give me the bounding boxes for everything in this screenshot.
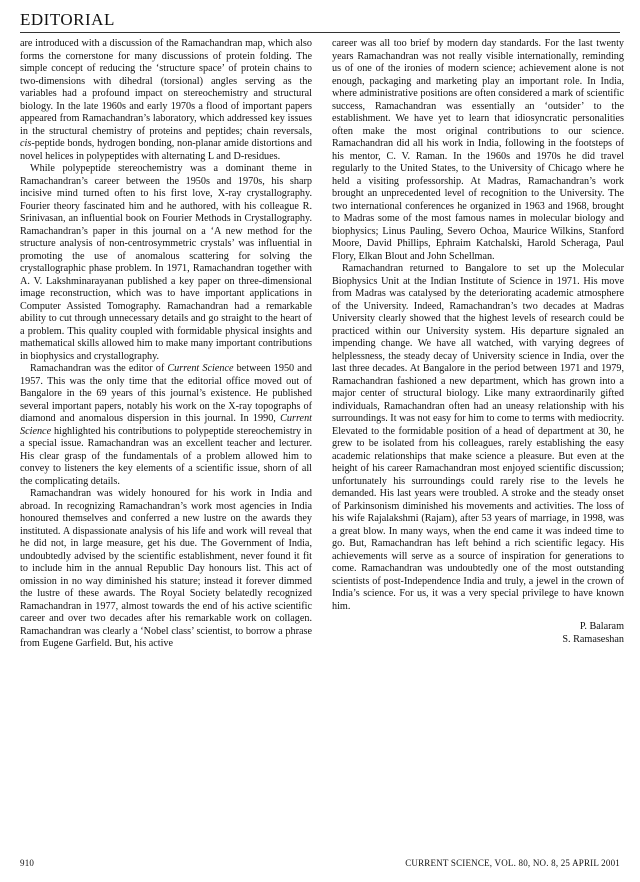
- author-name: P. Balaram: [579, 621, 624, 632]
- journal-citation: CURRENT SCIENCE, VOL. 80, NO. 8, 25 APRIL 2001: [405, 858, 620, 868]
- page-number: 910: [20, 858, 35, 868]
- paragraph: Ramachandran was the editor of Current Science between 1950 and 1957. This was the only time that the editorial office moved out of Bangalore in the 69 years of this journal’s existence. He published several important papers, notably his work on the X-ray topographs of diamond and anomalous dispersion in this journal. In 1990, Current Science highlighted his contributions to polypeptide stereochemistry in a special issue. Ramachandran was an excellent teacher and lecturer. His clear grasp of the fundamentals of a problem allowed him to convey to listeners the key elements of a scientific issue, shorn of all the complicating details.: [20, 363, 312, 487]
- paragraph: While polypeptide stereochemistry was a dominant theme in Ramachandran’s career between the 1950s and 1970s, his sharp incisive mind turned often to his first love, X-ray crystallography. Fourier theory fascinated him and he authored, with his colleague R. Srinivasan, an influential book on Fourier Methods in Crystallography. Ramachandran’s paper in this journal on a ‘A new method for the structure analysis of non-centrosymmetric crystals’ was influential in promoting the use of anomalous scattering for solving the crystallographic phase problem. In 1971, Ramachandran together with A. V. Lakshminarayanan published a key paper on three-dimensional image reconstruction, which was to have important applications in Computer Assisted Tomography. Ramachandran had a remarkable ability to cut through unnecessary details and go straight to the heart of a problem. This quality coupled with formidable physical insights and mathematical skills allowed him to make many important contributions in biophysics and crystallography.: [20, 163, 312, 362]
- author-name: S. Ramaseshan: [562, 633, 624, 645]
- section-header: EDITORIAL: [20, 10, 115, 29]
- right-column: [332, 38, 624, 646]
- author-signature: [332, 621, 624, 646]
- left-column: [20, 38, 312, 651]
- paragraph: career was all too brief by modern day standards. For the last twenty years Ramachandran was not really visible internationally, reminding us of one of the ironies of modern science; achievement alone is not enough, packaging and marketing play an important role. In India, where administrative positions are often considered a mark of scientific success, Ramachandran was essentially an ‘outsider’ to the establishment. We have yet to learn that idiosyncratic personalities often make the most original contributions to our science. Ramachandran did all his work in India, following in the footsteps of his mentor, C. V. Raman. In the 1960s and 1970s he did travel regularly to the United States, to the University of Chicago where he held a visiting professorship. At Madras, Ramachandran’s work brought an unprecedented level of recognition to the University. The two international conferences he organized in 1963 and 1968, brought to Madras some of the most famous names in molecular biology and biophysics; Linus Pauling, Severo Ochoa, Maurice Wilkins, Stanford Moore, David Phillips, Ephraim Katchalski, Harold Scheraga, Paul Flory, Elkan Blout and John Schellman.: [332, 38, 624, 262]
- header-rule: [20, 32, 620, 33]
- paragraph: Ramachandran returned to Bangalore to set up the Molecular Biophysics Unit at the Indian Institute of Science in 1971. His move from Madras was catalysed by the deteriorating academic atmosphere of the University. Indeed, Ramachandran’s two decades at Madras University clearly showed that the highest levels of research could be practiced within our University system. His departure signaled an impending change. We have all watched, with varying degrees of helplessness, the steady decay of University science in India, over the last three decades. At Bangalore in the period between 1971 and 1979, Ramachandran fashioned a new department, which has grown into a major center of structural biology. Like many extraordinarily gifted individuals, Ramachandran often had an uneasy relationship with his surroundings. It was not easy for him to come to terms with mediocrity. Elevated to the formidable position of a head of department at 30, he grew to be isolated from his colleagues, rarely establishing the easy academic relationships that make science a pleasure. But even at the height of his career Ramachandran most enjoyed scientific discussion; unfortunately his surroundings could rarely rise to the levels he demanded. His last years were troubled. A stroke and the steady onset of Parkinsonism diminished his movements and activities. The loss of his wife Rajalakshmi (Rajam), after 53 years of marriage, in 1998, was a great blow. In many ways, when the end came it was indeed time to go. But, Ramachandran has left behind a rich scientific legacy. His achievements will serve as a source of inspiration for generations to come. Ramachandran was undoubtedly one of the most outstanding scientists of post-Independence India and truly, a jewel in the crown of India’s science. For us, it was a very special privilege to have known him.: [332, 263, 624, 612]
- paragraph: are introduced with a discussion of the Ramachandran map, which also forms the cornerstone for many discussions of protein folding. The simple concept of reducing the ‘structure space’ of protein chains to two-dimensions with dihedral (torsional) angles serving as the variables had a profound impact on stereochemistry and structural biology. In the late 1960s and early 1970s a flood of important papers appeared from Ramachandran’s laboratory, which addressed key issues in the structural chemistry of proteins and peptides; chain reversals, cis-peptide bonds, hydrogen bonding, non-planar amide distortions and novel helices in polypeptides with alternating L and D-residues.: [20, 38, 312, 162]
- paragraph: Ramachandran was widely honoured for his work in India and abroad. In recognizing Ramachandran’s work most agencies in India honoured themselves and conferred a new lustre on the awards they instituted. A dispassionate analysis of his life and work will reveal that he did not, in large measure, get his due. The Government of India, undoubtedly advised by the scientific establishment, never found it fit to include him in the annual Republic Day honours list. This act of omission in no way diminished his stature; instead it forever dimmed the lustre of these awards. The Royal Society belatedly recognized Ramachandran in 1977, almost towards the end of his active scientific career and over two decades after his remarkable work on collagen. Ramachandran was clearly a ‘Nobel class’ scientist, to borrow a phrase from Eugene Garfield. But, his active: [20, 488, 312, 649]
